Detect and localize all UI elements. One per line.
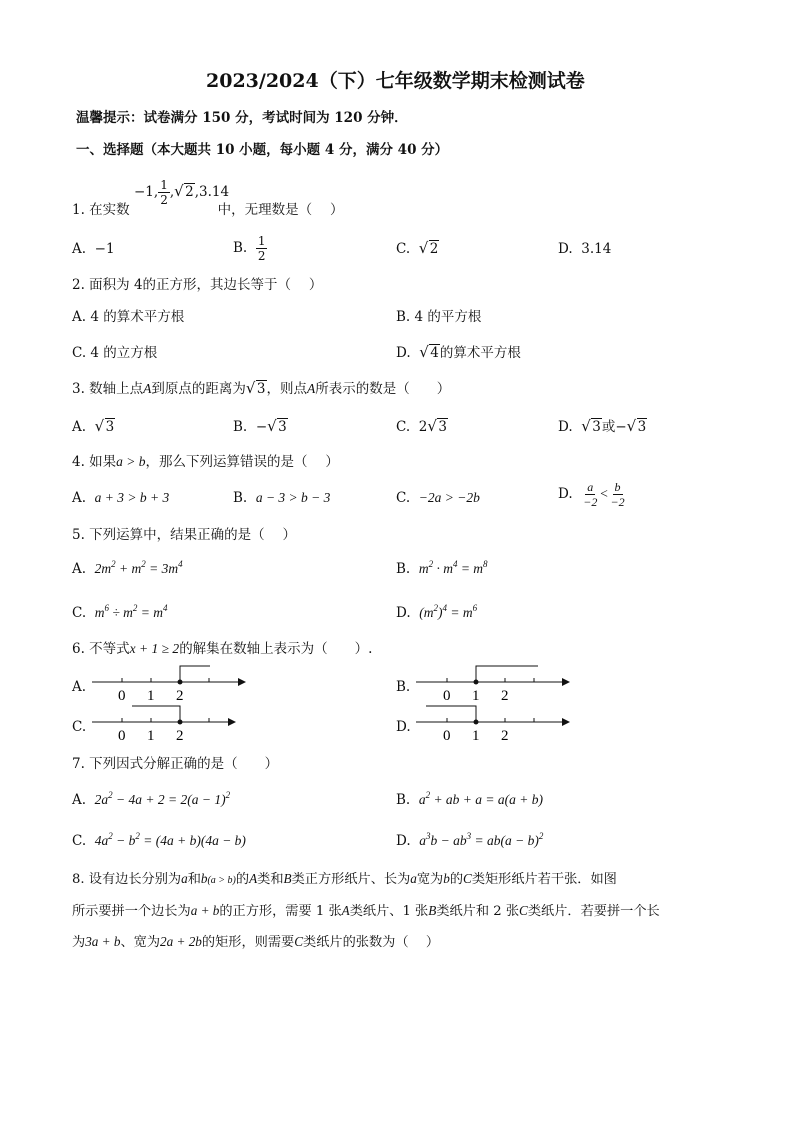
q6-number-line-a — [88, 662, 248, 706]
q1-option-b: B. $\frac{1}{2}$ — [233, 234, 266, 263]
q3-option-a: A. √ 3 — [72, 418, 115, 436]
exam-tip: 温馨提示：试卷满分 150 分，考试时间为 120 分钟． — [76, 110, 408, 126]
svg-text:0: 0 — [443, 688, 451, 704]
section-heading: 一、选择题（本大题共 10 小题，每小题 4 分，满分 40 分） — [76, 142, 449, 158]
q4-option-b: B. a − 3 > b − 3 — [233, 490, 331, 506]
q3-option-d: D. √ 3或−√ 3 — [558, 418, 647, 436]
q3-option-c: C. 2√ 3 — [396, 418, 448, 436]
q6-number-line-c — [88, 702, 248, 746]
q7-option-d: D. $a^3b - ab^3 = ab(a - b)^2$ — [396, 831, 544, 849]
q6-option-d-label: D. — [396, 719, 411, 735]
q2-option-c: C. 4 的立方根 — [72, 345, 158, 361]
svg-text:1: 1 — [147, 688, 155, 704]
q6-number-line-b — [412, 662, 572, 706]
q7-option-a: A. $2a^2 - 4a + 2 = 2(a - 1)^2$ — [72, 790, 231, 808]
q2-option-a: A. 4 的算术平方根 — [72, 309, 185, 325]
q2-stem: 2. 面积为 4的正方形，其边长等于（ ） — [72, 277, 323, 293]
svg-text:1: 1 — [147, 728, 155, 744]
q8-stem-line2: 所示要拼一个边长为a + b的正方形，需要 1 张A类纸片、1 张B类纸片和 2 张C类纸片．若要拼一个长 — [72, 903, 660, 919]
q5-option-a: A. $2m^2 + m^2 = 3m^4$ — [72, 559, 183, 577]
page-title: 2023/2024（下）七年级数学期末检测试卷 — [206, 70, 585, 92]
q8-stem-line1: 8. 设有边长分别为a和b(a > b)的A类和B类正方形纸片、长为a宽为b的C类矩形纸片若干张．如图 — [72, 871, 617, 887]
svg-text:0: 0 — [118, 688, 126, 704]
q7-option-b: B. $a^2$ + ab + a = a(a + b) — [396, 790, 543, 808]
q5-option-d: D. $(m^2)^4 = m^6$ — [396, 603, 478, 621]
q4-option-d: D. $\frac{a}{-2}$ < $\frac{b}{-2}$ — [558, 480, 625, 509]
q6-stem: 6. 不等式x + 1 ≥ 2的解集在数轴上表示为（ ）. — [72, 641, 373, 657]
q3-stem: 3. 数轴上点A到原点的距离为√ 3，则点A所表示的数是（ ） — [72, 380, 450, 398]
q4-stem: 4. 如果a > b，那么下列运算错误的是（ ） — [72, 454, 339, 470]
q3-option-b: B. −√ 3 — [233, 418, 288, 436]
svg-text:1: 1 — [472, 688, 480, 704]
q4-option-a: A. a + 3 > b + 3 — [72, 490, 170, 506]
q1-option-a: A. −1 — [72, 241, 115, 257]
q6-option-b-label: B. — [396, 679, 411, 695]
q1-stem: 1. 在实数 中，无理数是（ ） — [72, 202, 344, 218]
q6-option-c-label: C. — [72, 719, 87, 735]
q5-option-c: C. $m^6 \div m^2 = m^4$ — [72, 603, 168, 621]
svg-text:2: 2 — [501, 728, 509, 744]
q6-option-a-label: A. — [72, 679, 87, 695]
q6-number-line-d — [412, 702, 572, 746]
svg-text:0: 0 — [443, 728, 451, 744]
svg-text:2: 2 — [501, 688, 509, 704]
q2-option-d: D. √ 4的算术平方根 — [396, 344, 521, 362]
q5-stem: 5. 下列运算中，结果正确的是（ ） — [72, 527, 296, 543]
q1-option-d: D. 3.14 — [558, 241, 612, 257]
q7-stem: 7. 下列因式分解正确的是（ ） — [72, 756, 279, 772]
q8-stem-line3: 为3a + b、宽为2a + 2b的矩形，则需要C类纸片的张数为（ ） — [72, 934, 440, 950]
svg-text:2: 2 — [176, 728, 184, 744]
q4-option-c: C. −2a > −2b — [396, 490, 480, 506]
q5-option-b: B. $m^2 \cdot m^4 = m^8$ — [396, 559, 488, 577]
q7-option-c: C. $4a^2 - b^2 = (4a + b)(4a - b)$ — [72, 831, 246, 849]
q1-number-set: −1, $\frac{1}{2}$ ,√ 2,3.14 — [134, 178, 229, 207]
q2-option-b: B. 4 的平方根 — [396, 309, 482, 325]
svg-text:2: 2 — [176, 688, 184, 704]
q1-option-c: C. √ 2 — [396, 240, 439, 258]
svg-text:1: 1 — [472, 728, 480, 744]
svg-text:0: 0 — [118, 728, 126, 744]
